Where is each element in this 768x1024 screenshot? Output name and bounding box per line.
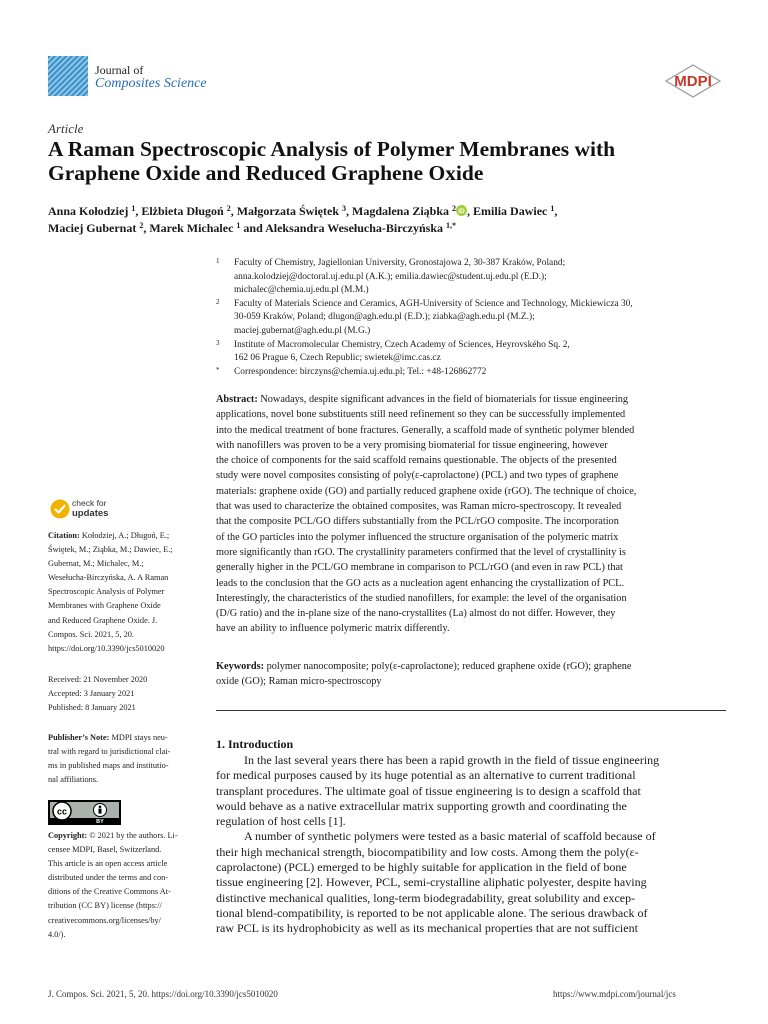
copyright-line: © 2021 by the authors. Li-	[89, 831, 178, 840]
citation-label: Citation:	[48, 531, 80, 540]
abstract-line: the choice of components for the said scaffold remains questionable. The objects of the presented	[216, 455, 617, 467]
keywords-line: polymer nanocomposite; poly(ε-caprolactone); reduced graphene oxide (rGO); graphene	[266, 661, 632, 672]
citation-line: Spectroscopic Analysis of Polymer	[48, 587, 165, 597]
citation-line: Świętek, M.; Ziąbka, M.; Dawiec, E.;	[48, 545, 173, 555]
copyright-line: This article is an open access article	[48, 859, 168, 869]
author-affil-marker: 2	[226, 204, 231, 213]
affiliation-line: Faculty of Materials Science and Ceramics, AGH-University of Science and Technology, Mickiewicza 30,	[234, 298, 633, 309]
abstract-line: study were novel composites consisting of poly(ε-caprolactone) (PCL) and two types of graphene	[216, 470, 619, 482]
intro-line: A number of synthetic polymers were tested as a basic material of scaffold because of	[244, 829, 656, 844]
abstract-line: generally higher in the PCL/GO membrane in comparison to PCL/rGO (and even in raw PCL) that	[216, 562, 623, 574]
publisher-note-line: nal affiliations.	[48, 775, 99, 785]
citation-line: Wesełucha-Birczyńska, A. A Raman	[48, 573, 169, 583]
citation-doi-link[interactable]: https://doi.org/10.3390/jcs5010020	[48, 643, 165, 653]
mdpi-logo-text: MDPI	[674, 73, 712, 90]
abstract-line: more significantly than rGO. The crystallinity parameters confirmed that the level of crystallinity is	[216, 546, 626, 558]
affiliation-3	[216, 339, 726, 366]
abstract-line: applications, novel bone substituents still need refinement so they can be successfully implemented	[216, 409, 626, 421]
publisher-note-label: Publisher’s Note:	[48, 733, 110, 742]
copyright-line: censee MDPI, Basel, Switzerland.	[48, 845, 162, 855]
abstract-line: Interestingly, the characteristics of the studied nanofillers, for example: the level of the organisation	[216, 592, 627, 604]
copyright-line: tribution (CC BY) license (https://	[48, 901, 162, 911]
article-title	[48, 137, 728, 185]
abstract	[216, 392, 722, 637]
author-name[interactable]: Anna Kołodziej	[48, 204, 129, 218]
affiliation-marker: *	[216, 365, 220, 374]
abstract-line: that the composite PCL/GO differs substantially from the PCL/rGO composite. The incorporation	[216, 516, 619, 528]
abstract-line: that was used to characterize the obtained composites, was Raman micro-spectroscopy. It revealed	[216, 501, 622, 513]
author-affil-marker: 1	[550, 204, 555, 213]
cc-badge-text: cc	[56, 806, 68, 817]
abstract-line: materials: graphene oxide (GO) and partially reduced graphene oxide (rGO). The technique of choice,	[216, 485, 637, 497]
date-published: Published: 8 January 2021	[48, 703, 136, 713]
intro-line: In the last several years there has been a rapid growth in the field of tissue engineering	[244, 753, 660, 767]
intro-line: transplant procedures. The ultimate goal of tissue engineering is to design a scaffold that	[216, 783, 641, 798]
footer-citation[interactable]: J. Compos. Sci. 2021, 5, 20. https://doi.org/10.3390/jcs5010020	[48, 989, 278, 999]
publisher-note-line: tral with regard to jurisdictional clai-	[48, 747, 171, 757]
journal-logo	[48, 56, 88, 96]
affiliation-line: anna.kolodziej@doctoral.uj.edu.pl (A.K.); emilia.dawiec@student.uj.edu.pl (E.D.);	[234, 271, 547, 282]
author-name[interactable]: Aleksandra Wesełucha-Birczyńska	[265, 221, 444, 235]
abstract-line: of the GO particles into the polymer influenced the structure organisation of the polymeric matrix	[216, 531, 619, 543]
orcid-icon[interactable]	[456, 205, 467, 216]
cc-by-license-badge[interactable]	[48, 800, 121, 825]
affiliation-line: 162 06 Prague 6, Czech Republic; swietek@imc.cas.cz	[234, 353, 441, 364]
abstract-line: (D/G ratio) and the in-plane size of the nano-crystallites (La) almost do not differ. However, they	[216, 608, 616, 620]
abstract-line: leads to the conclusion that the GO acts as a nucleation agent enhancing the crystallization of PCL.	[216, 577, 625, 589]
keywords-label: Keywords:	[216, 661, 265, 672]
intro-line: their high mechanical strength, biocompatibility and low costs. Among them the poly(ε-	[216, 844, 639, 859]
title-line: Graphene Oxide and Reduced Graphene Oxide	[48, 161, 484, 185]
keywords-line: oxide (GO); Raman micro-spectroscopy	[216, 676, 382, 688]
citation-line: Kołodziej, A.; Długoń, E.;	[81, 531, 170, 540]
affiliation-line: Institute of Macromolecular Chemistry, Czech Academy of Sciences, Heyrovského Sq. 2,	[234, 339, 570, 350]
author-affil-marker: 2	[452, 204, 457, 213]
check-for-updates-line: updates	[72, 507, 109, 519]
publication-dates	[48, 673, 196, 715]
affiliation-marker: 3	[216, 338, 220, 347]
copyright-notice	[48, 829, 196, 942]
author-name[interactable]: Emilia Dawiec	[473, 204, 548, 218]
affiliation-line: michalec@chemia.uj.edu.pl (M.M.)	[234, 285, 369, 296]
intro-line: would behave as a native extracellular matrix supporting growth and coordinating the	[216, 798, 627, 813]
section-heading-introduction: 1. Introduction	[216, 737, 294, 751]
date-received: Received: 21 November 2020	[48, 675, 148, 684]
abstract-line: with nanofillers was proven to be a very promising biomaterial for tissue engineering, however	[216, 439, 608, 451]
author-affil-marker: 1	[131, 204, 136, 213]
abstract-line: have an ability to influence polymeric matrix differently.	[216, 623, 450, 635]
footer-journal-url[interactable]: https://www.mdpi.com/journal/jcs	[553, 989, 676, 999]
check-for-updates-icon[interactable]	[50, 499, 70, 519]
intro-line: caprolactone) (PCL) emerged to be highly suitable for application in the field of bone	[216, 860, 627, 875]
copyright-line: ditions of the Creative Commons At-	[48, 887, 171, 897]
affiliation-line: 30-059 Kraków, Poland; dlugon@agh.edu.pl (E.D.); ziabka@agh.edu.pl (M.Z.);	[234, 312, 535, 323]
abstract-line: Nowadays, despite significant advances in the field of biomaterials for tissue engineering	[260, 394, 629, 405]
copyright-label: Copyright:	[48, 831, 88, 840]
author-name[interactable]: Marek Michalec	[149, 221, 234, 235]
author-name[interactable]: Magdalena Ziąbka	[352, 204, 450, 218]
article-type: Article	[48, 121, 84, 136]
affiliation-1	[216, 257, 726, 298]
citation-line: Gubernat, M.; Michalec, M.;	[48, 559, 144, 569]
cc-badge-by-text: BY	[96, 819, 104, 825]
copyright-license-link[interactable]: creativecommons.org/licenses/by/	[48, 915, 161, 925]
affiliation-line: Correspondence: birczyns@chemia.uj.edu.pl; Tel.: +48-126862772	[234, 366, 487, 377]
publisher-note-line: ms in published maps and institutio-	[48, 761, 169, 771]
intro-line: tissue engineering [2]. However, PCL, semi-crystalline aliphatic polyester, despite having	[216, 875, 647, 890]
copyright-line: distributed under the terms and con-	[48, 873, 169, 883]
intro-line: raw PCL is its hydrophobicity as well as its mechanical properties that are not sufficient	[216, 921, 638, 936]
correspondence	[216, 366, 726, 380]
abstract-label: Abstract:	[216, 394, 258, 405]
citation-line: Compos. Sci. 2021, 5, 20.	[48, 629, 134, 639]
date-accepted: Accepted: 3 January 2021	[48, 689, 135, 699]
author-affil-marker: 1,*	[446, 221, 457, 230]
author-affil-marker: 1	[236, 221, 241, 230]
title-line: A Raman Spectroscopic Analysis of Polymer Membranes with	[48, 137, 616, 161]
affiliation-2	[216, 298, 726, 339]
copyright-line: 4.0/).	[48, 929, 66, 939]
check-for-updates-button[interactable]	[72, 499, 108, 518]
affiliation-line: maciej.gubernat@agh.edu.pl (M.G.)	[234, 325, 371, 336]
affiliation-marker: 2	[216, 297, 220, 306]
affiliation-marker: 1	[216, 257, 220, 265]
author-list: Anna Kołodziej $^1$, Elżbieta Długoń $^2$, Małgorzata Świętek $^3$, Magdalena Ziąbka $^2$ iD , Emilia Dawiec $^1$, Maciej Gubernat $^2$, Marek Michalec $^1$ and Aleksandra Wesełucha-Birczyńska $^{1,*}$	[48, 204, 558, 235]
authors-and: and	[243, 221, 263, 235]
intro-line: for medical purposes caused by its huge potential as an alternative to current traditional	[216, 768, 636, 783]
citation-block	[48, 529, 196, 656]
section-divider	[216, 710, 726, 711]
intro-line: tional blend-compatibility, is reported to be not applicable alone. The serious drawback of	[216, 905, 648, 920]
intro-line: distinctive mechanical qualities, long-term biodegradability, great solubility and excep-	[216, 890, 636, 905]
affiliations	[216, 257, 726, 379]
keywords	[216, 659, 722, 690]
intro-line: regulation of host cells [1].	[216, 814, 346, 829]
publisher-note-line: MDPI stays neu-	[111, 733, 168, 742]
check-for-updates-line: check for	[72, 498, 107, 508]
journal-name[interactable]: Composites Science	[95, 76, 207, 91]
author-affil-marker: 2	[139, 221, 144, 230]
author-name[interactable]: Małgorzata Świętek	[236, 204, 339, 218]
author-name[interactable]: Maciej Gubernat	[48, 221, 137, 235]
publisher-note	[48, 731, 196, 787]
affiliation-line: Faculty of Chemistry, Jagiellonian University, Gronostajowa 2, 30-387 Kraków, Poland;	[234, 258, 566, 268]
author-affil-marker: 3	[342, 204, 346, 213]
mdpi-logo[interactable]	[664, 64, 722, 98]
citation-line: Membranes with Graphene Oxide	[48, 601, 161, 611]
author-name[interactable]: Elżbieta Długoń	[141, 204, 224, 218]
journal-of-label: Journal of	[95, 63, 144, 77]
introduction-body	[216, 753, 722, 937]
abstract-line: into the medical treatment of bone fractures. Generally, a scaffold made of synthetic polymer blended	[216, 424, 635, 436]
svg-text:iD: iD	[458, 208, 465, 215]
citation-line: and Reduced Graphene Oxide. J.	[48, 615, 158, 625]
